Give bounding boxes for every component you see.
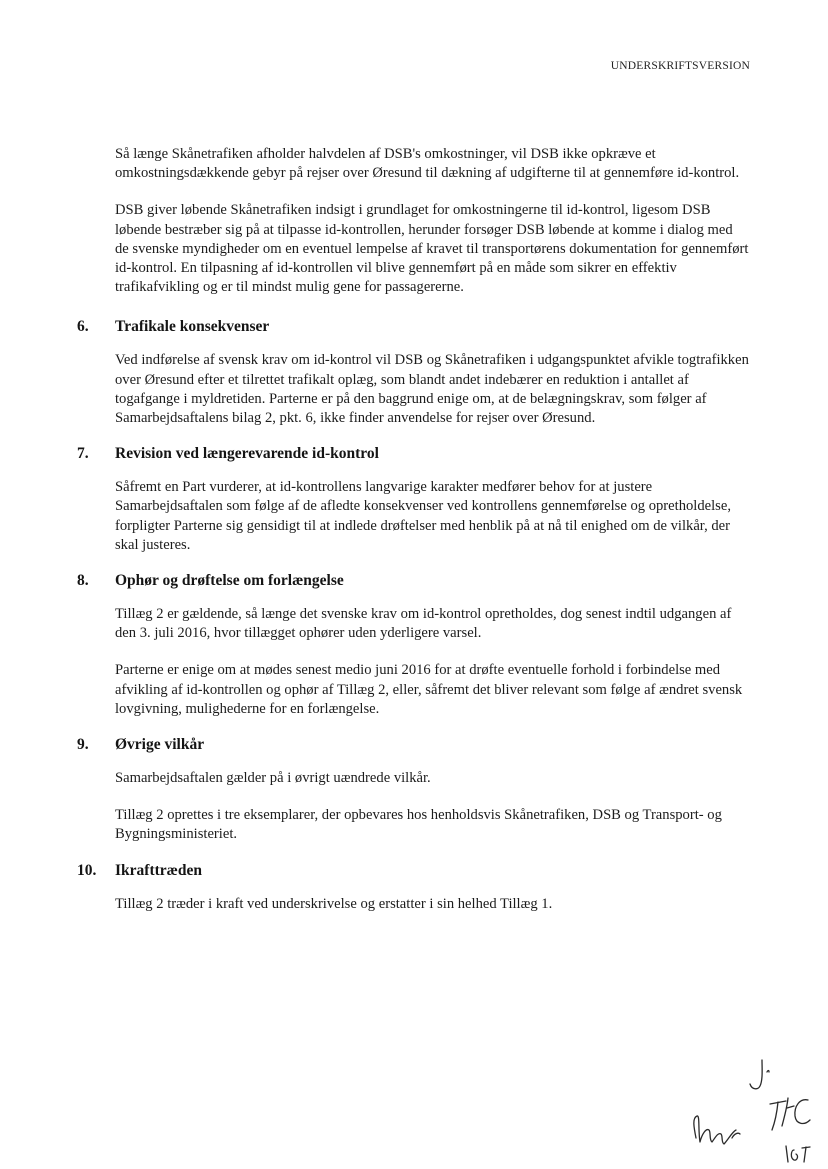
- section-paragraph: Tillæg 2 er gældende, så længe det svenske krav om id-kontrol opretholdes, dog senest indtil udgangen af den 3. juli 2016, hvor tillægget ophører uden yderligere varsel.: [115, 606, 732, 642]
- intro-paragraph: DSB giver løbende Skånetrafiken indsigt i grundlaget for omkostningerne til id-kontrol, ligesom DSB løbende bestræber sig på at tilpasse id-kontrollen, herunder forsøger DSB løbende at komme i dialog med de svenske myndigheder om en eventuel lempelse af kravet til transportørens dokumentation for gennemført id-kontrol. En tilpasning af id-kontrollen vil blive gennemført på en måde som sikrer en effektiv trafikafvikling og er til mindst mulig gene for passagererne.: [115, 202, 749, 296]
- section-heading: [77, 317, 749, 337]
- section-title: Revision ved længerevarende id-kontrol: [115, 445, 379, 463]
- section-paragraph: Tillæg 2 oprettes i tre eksemplarer, der opbevares hos henholdsvis Skånetrafiken, DSB og Transport- og Bygningsministeriet.: [115, 807, 722, 843]
- section-title: Ophør og drøftelse om forlængelse: [115, 572, 344, 590]
- section-paragraph: Såfremt en Part vurderer, at id-kontrollens langvarige karakter medfører behov for at justere Samarbejdsaftalen som følge af de afledte konsekvenser ved kontrollens gennemførelse og opretholdelse, forpligter Parterne sig gensidigt til at indlede drøftelser med henblik på at nå til enighed om de vilkår, der skal justeres.: [115, 479, 731, 553]
- initials-drawing-icon: [676, 1046, 816, 1166]
- section-heading: [77, 735, 749, 755]
- section-paragraph: Samarbejdsaftalen gælder på i øvrigt uændrede vilkår.: [115, 770, 431, 787]
- section-title: Ikrafttræden: [115, 861, 202, 879]
- document-body: [77, 145, 749, 914]
- section-number: 8.: [77, 572, 89, 590]
- section-number: 6.: [77, 318, 89, 336]
- section-number: 10.: [77, 861, 97, 879]
- section-number: 9.: [77, 736, 89, 754]
- section-paragraph: Parterne er enige om at mødes senest medio juni 2016 for at drøfte eventuelle forhold i forbindelse med afvikling af id-kontrollen og ophør af Tillæg 2, eller, såfremt det bliver relevant som følge af ændret svensk lovgivning, mulighederne for en forlængelse.: [115, 662, 743, 717]
- section-title: Trafikale konsekvenser: [115, 318, 270, 336]
- section-paragraph: Tillæg 2 træder i kraft ved underskrivelse og erstatter i sin helhed Tillæg 1.: [115, 895, 553, 912]
- section-heading: [77, 571, 749, 591]
- section-heading: [77, 861, 749, 881]
- section-title: Øvrige vilkår: [115, 736, 205, 754]
- section-8: [77, 571, 749, 719]
- intro-block: [77, 145, 749, 297]
- intro-paragraph: Så længe Skånetrafiken afholder halvdelen af DSB's omkostninger, vil DSB ikke opkræve et omkostningsdækkende gebyr på rejser over Øresund til dækning af udgifterne til at gennemføre id-kontrol.: [115, 146, 740, 182]
- version-header: UNDERSKRIFTSVERSION: [610, 60, 750, 72]
- section-heading: [77, 444, 749, 464]
- handwritten-initials: [676, 1046, 816, 1166]
- section-paragraph: Ved indførelse af svensk krav om id-kontrol vil DSB og Skånetrafiken i udgangspunktet afvikle togtrafikken over Øresund efter et tilrettet trafikalt oplæg, som blandt andet indebærer en reduktion i antallet af togafgange i myldretiden. Parterne er på den baggrund enige om, at de belægningskrav, som følger af Samarbejdsaftalens bilag 2, pkt. 6, ikke finder anvendelse for rejser over Øresund.: [115, 352, 749, 427]
- section-10: [77, 861, 749, 914]
- section-6: [77, 317, 749, 428]
- section-7: [77, 444, 749, 555]
- section-9: [77, 735, 749, 845]
- section-number: 7.: [77, 445, 89, 463]
